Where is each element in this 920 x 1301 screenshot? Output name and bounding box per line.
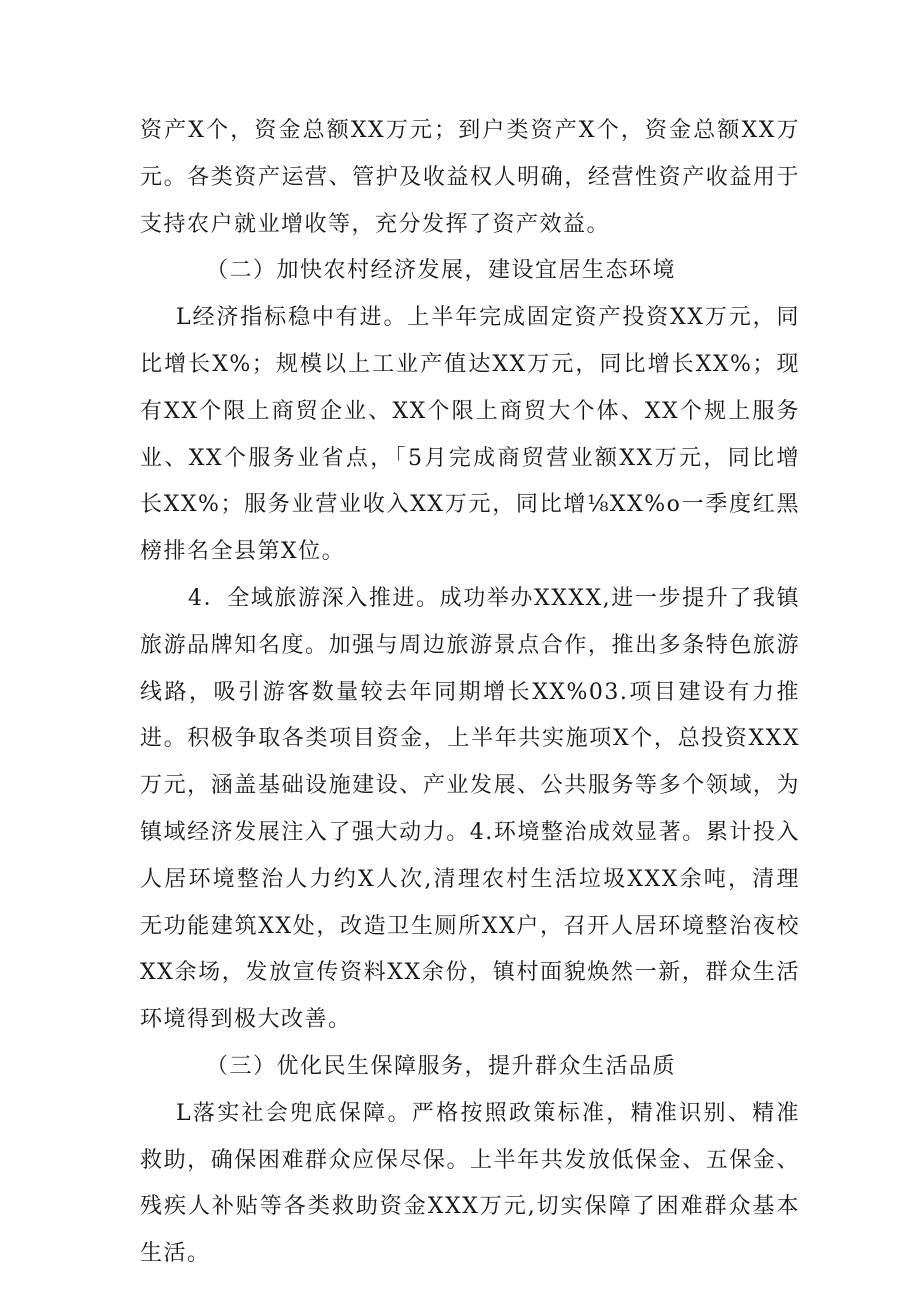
paragraph-asset-summary: 资产X个，资金总额XX万元；到户类资产X个，资金总额XX万元。各类资产运营、管护及收益权人明确，经营性资产收益用于支持农户就业增收等，充分发挥了资产效益。 xyxy=(140,118,800,237)
paragraph-tourism-projects-environment: 4．全域旅游深入推进。成功举办XXXX,进一步提升了我镇旅游品牌知名度。加强与周边旅游景点合作，推出多条特色旅游线路，吸引游客数量较去年同期增长XX%03.项目建设有力推进。积极争取各类项目资金，上半年共实施项X个，总投资XXX万元，涵盖基础设施建设、产业发展、公共服务等多个领域，为镇域经济发展注入了强大动力。4.环境整治成效显著。累计投入人居环境整治人力约X人次,清理农村生活垃圾XXX余吨，清理无功能建筑XX处，改造卫生厕所XX户，召开人居环境整治夜校XX余场，发放宣传资料XX余份，镇村面貌焕然一新，群众生活环境得到极大改善。 xyxy=(140,585,800,1033)
section-heading-economy: （二）加快农村经济发展，建设宜居生态环境 xyxy=(206,258,677,284)
paragraph-social-security: L落实社会兜底保障。严格按照政策标准，精准识别、精准救助，确保困难群众应保尽保。上半年共发放低保金、五保金、残疾人补贴等各类救助资金XXX万元,切实保障了困难群众基本生活。 xyxy=(140,1100,800,1267)
paragraph-economic-indicators: L经济指标稳中有进。上半年完成固定资产投资XX万元，同比增长X%；规模以上工业产值达XX万元，同比增长XX%；现有XX个限上商贸企业、XX个限上商贸大个体、XX个规上服务业、XX个服务业省点，「5月完成商贸营业额XX万元，同比增长XX%；服务业营业收入XX万元，同比增⅛XX%o一季度红黑榜排名全县第X位。 xyxy=(140,305,800,565)
section-heading-livelihood: （三）优化民生保障服务，提升群众生活品质 xyxy=(206,1053,677,1079)
document-body xyxy=(140,108,800,1278)
